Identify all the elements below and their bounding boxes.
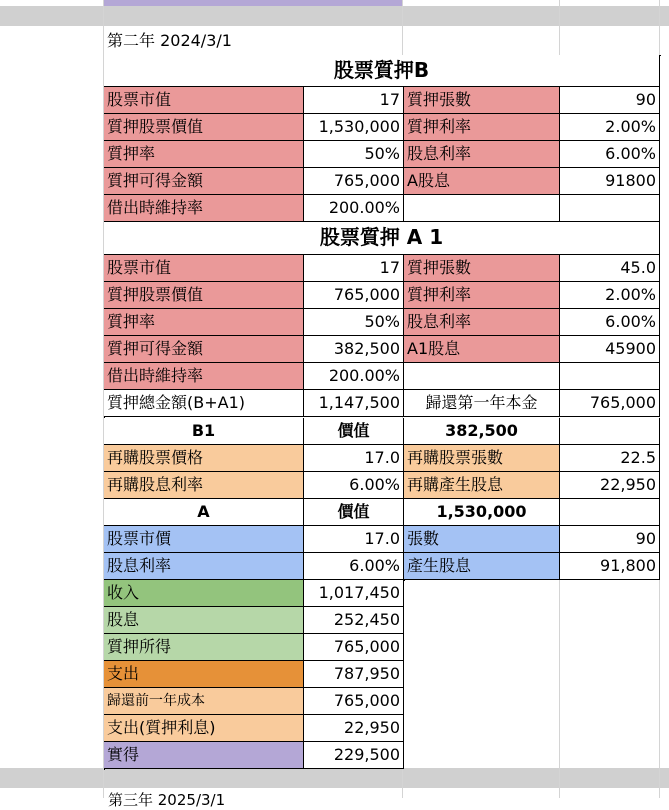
section-a1-label-2[interactable]: 歸還第一年本金 xyxy=(404,390,560,417)
summary-label[interactable]: 支出(質押利息) xyxy=(104,715,304,742)
section-a1-value-2[interactable]: 765,000 xyxy=(560,390,660,417)
section-b1-label-1[interactable]: 再購股票價格 xyxy=(104,445,304,472)
b1-header-label[interactable]: 價值 xyxy=(304,418,404,445)
section-b-label-1[interactable]: 質押率 xyxy=(104,141,304,168)
b1-header-value[interactable]: 382,500 xyxy=(404,418,560,445)
section-a1-label-2[interactable]: A1股息 xyxy=(404,336,560,363)
a-header-empty[interactable] xyxy=(560,499,660,526)
section-b-value-2[interactable]: 91800 xyxy=(560,168,660,195)
section-b-value-1[interactable]: 765,000 xyxy=(304,168,404,195)
section-b-value-1[interactable]: 1,530,000 xyxy=(304,114,404,141)
section-b-label-2[interactable]: 質押張數 xyxy=(404,87,560,114)
section-a1-label-1[interactable]: 質押股票價值 xyxy=(104,282,304,309)
section-a-value-1[interactable]: 6.00% xyxy=(304,553,404,580)
section-a-value-2[interactable]: 90 xyxy=(560,526,660,553)
section-b-value-1[interactable]: 200.00% xyxy=(304,195,404,222)
section-a-value-1[interactable]: 17.0 xyxy=(304,526,404,553)
section-b1-label-2[interactable]: 再購產生股息 xyxy=(404,472,560,499)
a-header-label[interactable]: 價值 xyxy=(304,499,404,526)
summary-value[interactable]: 22,950 xyxy=(304,715,404,742)
summary-value[interactable]: 787,950 xyxy=(304,661,404,688)
section-b-value-2[interactable] xyxy=(560,195,660,222)
date-label[interactable]: 第二年 2024/3/1 xyxy=(107,31,232,50)
section-b1-label-1[interactable]: 再購股息利率 xyxy=(104,472,304,499)
section-b-title[interactable]: 股票質押B xyxy=(104,55,660,87)
top-purple-cell xyxy=(104,0,403,6)
section-a1-value-1[interactable]: 200.00% xyxy=(304,363,404,390)
section-a1-value-2[interactable]: 45900 xyxy=(560,336,660,363)
section-b-label-1[interactable]: 借出時維持率 xyxy=(104,195,304,222)
section-b-value-2[interactable]: 6.00% xyxy=(560,141,660,168)
summary-label[interactable]: 股息 xyxy=(104,607,304,634)
summary-label[interactable]: 收入 xyxy=(104,580,304,607)
section-b-value-2[interactable]: 90 xyxy=(560,87,660,114)
next-year-label[interactable]: 第三年 2025/3/1 xyxy=(108,791,226,809)
section-a1-label-1[interactable]: 借出時維持率 xyxy=(104,363,304,390)
section-b-label-2[interactable]: 質押利率 xyxy=(404,114,560,141)
summary-value[interactable]: 765,000 xyxy=(304,688,404,715)
section-b1-value-2[interactable]: 22,950 xyxy=(560,472,660,499)
section-a1-label-2[interactable]: 質押張數 xyxy=(404,255,560,282)
section-b1-value-1[interactable]: 17.0 xyxy=(304,445,404,472)
section-a1-value-1[interactable]: 765,000 xyxy=(304,282,404,309)
summary-label[interactable]: 支出 xyxy=(104,661,304,688)
b1-header-name[interactable]: B1 xyxy=(104,418,304,445)
section-a1-value-2[interactable]: 6.00% xyxy=(560,309,660,336)
section-a1-value-1[interactable]: 1,147,500 xyxy=(304,390,404,417)
a-header-value[interactable]: 1,530,000 xyxy=(404,499,560,526)
section-b-value-1[interactable]: 50% xyxy=(304,141,404,168)
section-b-label-2[interactable]: A股息 xyxy=(404,168,560,195)
b1-header-empty[interactable] xyxy=(560,418,660,445)
section-b1-value-1[interactable]: 6.00% xyxy=(304,472,404,499)
bottom-gray-band xyxy=(0,768,669,788)
section-b1-value-2[interactable]: 22.5 xyxy=(560,445,660,472)
section-a-label-2[interactable]: 產生股息 xyxy=(404,553,560,580)
section-a1-label-2[interactable] xyxy=(404,363,560,390)
section-a1-value-1[interactable]: 17 xyxy=(304,255,404,282)
section-a-label-1[interactable]: 股息利率 xyxy=(104,553,304,580)
section-b-label-1[interactable]: 質押可得金額 xyxy=(104,168,304,195)
section-b-label-1[interactable]: 質押股票價值 xyxy=(104,114,304,141)
top-gray-band xyxy=(0,6,669,26)
section-b-value-1[interactable]: 17 xyxy=(304,87,404,114)
section-a-label-1[interactable]: 股票市價 xyxy=(104,526,304,553)
summary-label[interactable]: 歸還前一年成本 xyxy=(104,688,304,715)
section-b-value-2[interactable]: 2.00% xyxy=(560,114,660,141)
section-a1-label-1[interactable]: 質押可得金額 xyxy=(104,336,304,363)
section-a1-label-1[interactable]: 質押總金額(B+A1) xyxy=(104,390,304,417)
section-b-label-1[interactable]: 股票市值 xyxy=(104,87,304,114)
section-b-label-2[interactable] xyxy=(404,195,560,222)
summary-value[interactable]: 252,450 xyxy=(304,607,404,634)
section-a1-value-1[interactable]: 382,500 xyxy=(304,336,404,363)
section-a-label-2[interactable]: 張數 xyxy=(404,526,560,553)
section-a-value-2[interactable]: 91,800 xyxy=(560,553,660,580)
section-a1-label-1[interactable]: 股票市值 xyxy=(104,255,304,282)
section-a1-value-1[interactable]: 50% xyxy=(304,309,404,336)
section-a1-value-2[interactable]: 45.0 xyxy=(560,255,660,282)
summary-label[interactable]: 質押所得 xyxy=(104,634,304,661)
section-b-label-2[interactable]: 股息利率 xyxy=(404,141,560,168)
summary-value[interactable]: 229,500 xyxy=(304,742,404,769)
section-a1-value-2[interactable]: 2.00% xyxy=(560,282,660,309)
section-a1-value-2[interactable] xyxy=(560,363,660,390)
summary-value[interactable]: 765,000 xyxy=(304,634,404,661)
section-a1-label-2[interactable]: 質押利率 xyxy=(404,282,560,309)
summary-label[interactable]: 實得 xyxy=(104,742,304,769)
summary-value[interactable]: 1,017,450 xyxy=(304,580,404,607)
section-b1-label-2[interactable]: 再購股票張數 xyxy=(404,445,560,472)
section-a1-title[interactable]: 股票質押 A 1 xyxy=(104,222,660,255)
section-a1-label-2[interactable]: 股息利率 xyxy=(404,309,560,336)
section-a1-label-1[interactable]: 質押率 xyxy=(104,309,304,336)
a-header-name[interactable]: A xyxy=(104,499,304,526)
